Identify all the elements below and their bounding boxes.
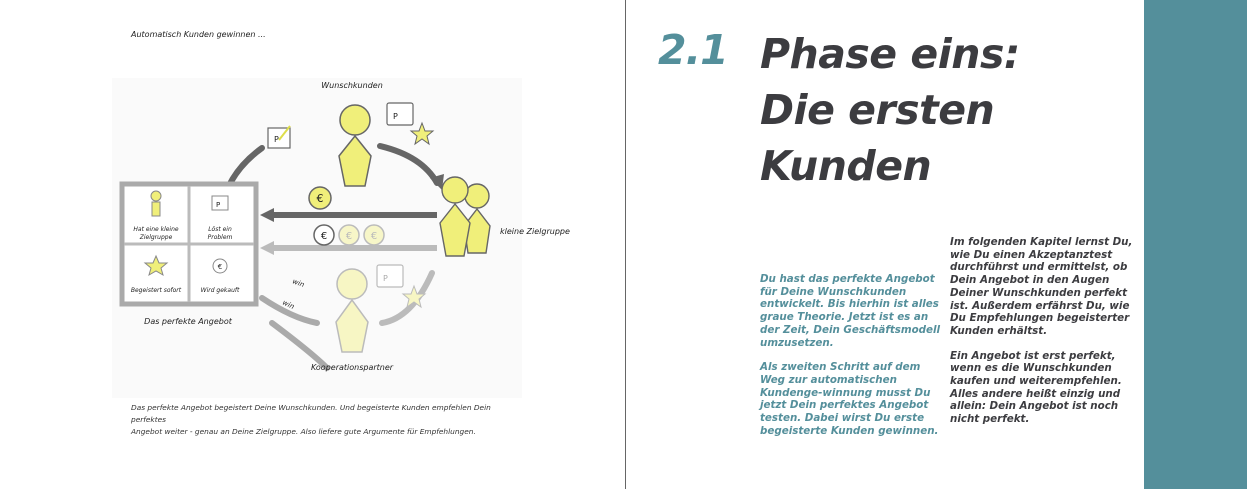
intro-column-right xyxy=(950,236,1135,438)
title-line: Phase eins: xyxy=(760,30,1020,78)
mini-person-icon xyxy=(151,191,161,216)
svg-text:€: € xyxy=(320,231,328,242)
title-line: Die ersten xyxy=(760,86,995,134)
svg-text:€: € xyxy=(370,231,378,242)
label-kooperationspartner: Kooperationspartner xyxy=(310,363,394,372)
speech-bubble-icon xyxy=(387,103,413,125)
box-cell-label: Problem xyxy=(207,234,233,241)
person-group-icon xyxy=(440,177,490,256)
box-cell-label: Wird gekauft xyxy=(200,287,240,294)
euro-coin-icon xyxy=(364,225,384,245)
label-kleine-zielgruppe: kleine Zielgruppe xyxy=(500,227,570,236)
perfect-offer-box xyxy=(122,184,256,304)
svg-text:€: € xyxy=(345,231,353,242)
intro-paragraph: Ein Angebot ist erst perfekt, wenn es die Wunschkunden kaufen und weiterempfehlen. Alles andere heißt einzig und allein: Dein Angebot ist noch nicht perfekt. xyxy=(950,349,1122,426)
caption-line: Angebot weiter - genau an Deine Zielgruppe. Also liefere gute Argumente für Empfehlungen. xyxy=(131,427,476,436)
box-cell-label: Hat eine kleine xyxy=(133,226,179,233)
label-win: win xyxy=(291,277,306,290)
svg-text:P: P xyxy=(274,135,279,144)
svg-text:€: € xyxy=(316,192,324,205)
euro-coin-icon xyxy=(213,259,227,273)
intro-paragraph: Im folgenden Kapitel lernst Du, wie Du einen Akzeptanztest durchführst und ermittelst, ob Dein Angebot in den Augen Deiner Wunschkunden perfekt ist. Außerdem erfährst Du, wie Du Empfehlungen begeisterter Kunden erhältst. xyxy=(950,236,1133,337)
intro-paragraph: Als zweiten Schritt auf dem Weg zur automatischen Kundenge-winnung musst Du jetzt Dein perfektes Angebot testen. Dabei wirst Du erste begeisterte Kunden gewinnen. xyxy=(760,361,939,437)
box-cell-label: Zielgruppe xyxy=(139,234,173,241)
speech-bubble-icon xyxy=(377,265,403,287)
svg-text:P: P xyxy=(383,274,388,283)
intro-column-left xyxy=(760,273,946,449)
figure-caption xyxy=(131,402,511,438)
running-head: Automatisch Kunden gewinnen ... xyxy=(131,30,266,39)
title-line: Kunden xyxy=(760,142,932,190)
euro-coin-icon xyxy=(339,225,359,245)
euro-coin-icon xyxy=(309,187,331,209)
svg-text:P: P xyxy=(216,201,221,209)
label-win: win xyxy=(281,298,296,311)
intro-paragraph: Du hast das perfekte Angebot für Deine Wunschkunden entwickelt. Bis hierhin ist alles graue Theorie. Jetzt ist es an der Zeit, Dein Geschäftsmodell umzusetzen. xyxy=(760,273,941,349)
chapter-number: 2.1 xyxy=(658,26,728,74)
euro-coin-icon xyxy=(314,225,334,245)
caption-line: Das perfekte Angebot begeistert Deine Wunschkunden. Und begeisterte Kunden empfehlen Dein perfektes xyxy=(131,403,491,424)
box-cell-label: Begeistert sofort xyxy=(130,287,182,294)
label-wunschkunden: Wunschkunden xyxy=(321,81,383,90)
svg-text:P: P xyxy=(393,112,398,121)
offer-card-icon xyxy=(268,126,290,148)
customer-cycle-diagram xyxy=(112,78,570,398)
label-perfektes-angebot: Das perfekte Angebot xyxy=(144,317,232,326)
svg-text:€: € xyxy=(217,263,223,271)
chapter-title xyxy=(760,26,1130,194)
accent-sidebar-band xyxy=(1144,0,1247,489)
offer-card-icon xyxy=(212,196,228,210)
box-cell-label: Löst ein xyxy=(208,226,232,233)
